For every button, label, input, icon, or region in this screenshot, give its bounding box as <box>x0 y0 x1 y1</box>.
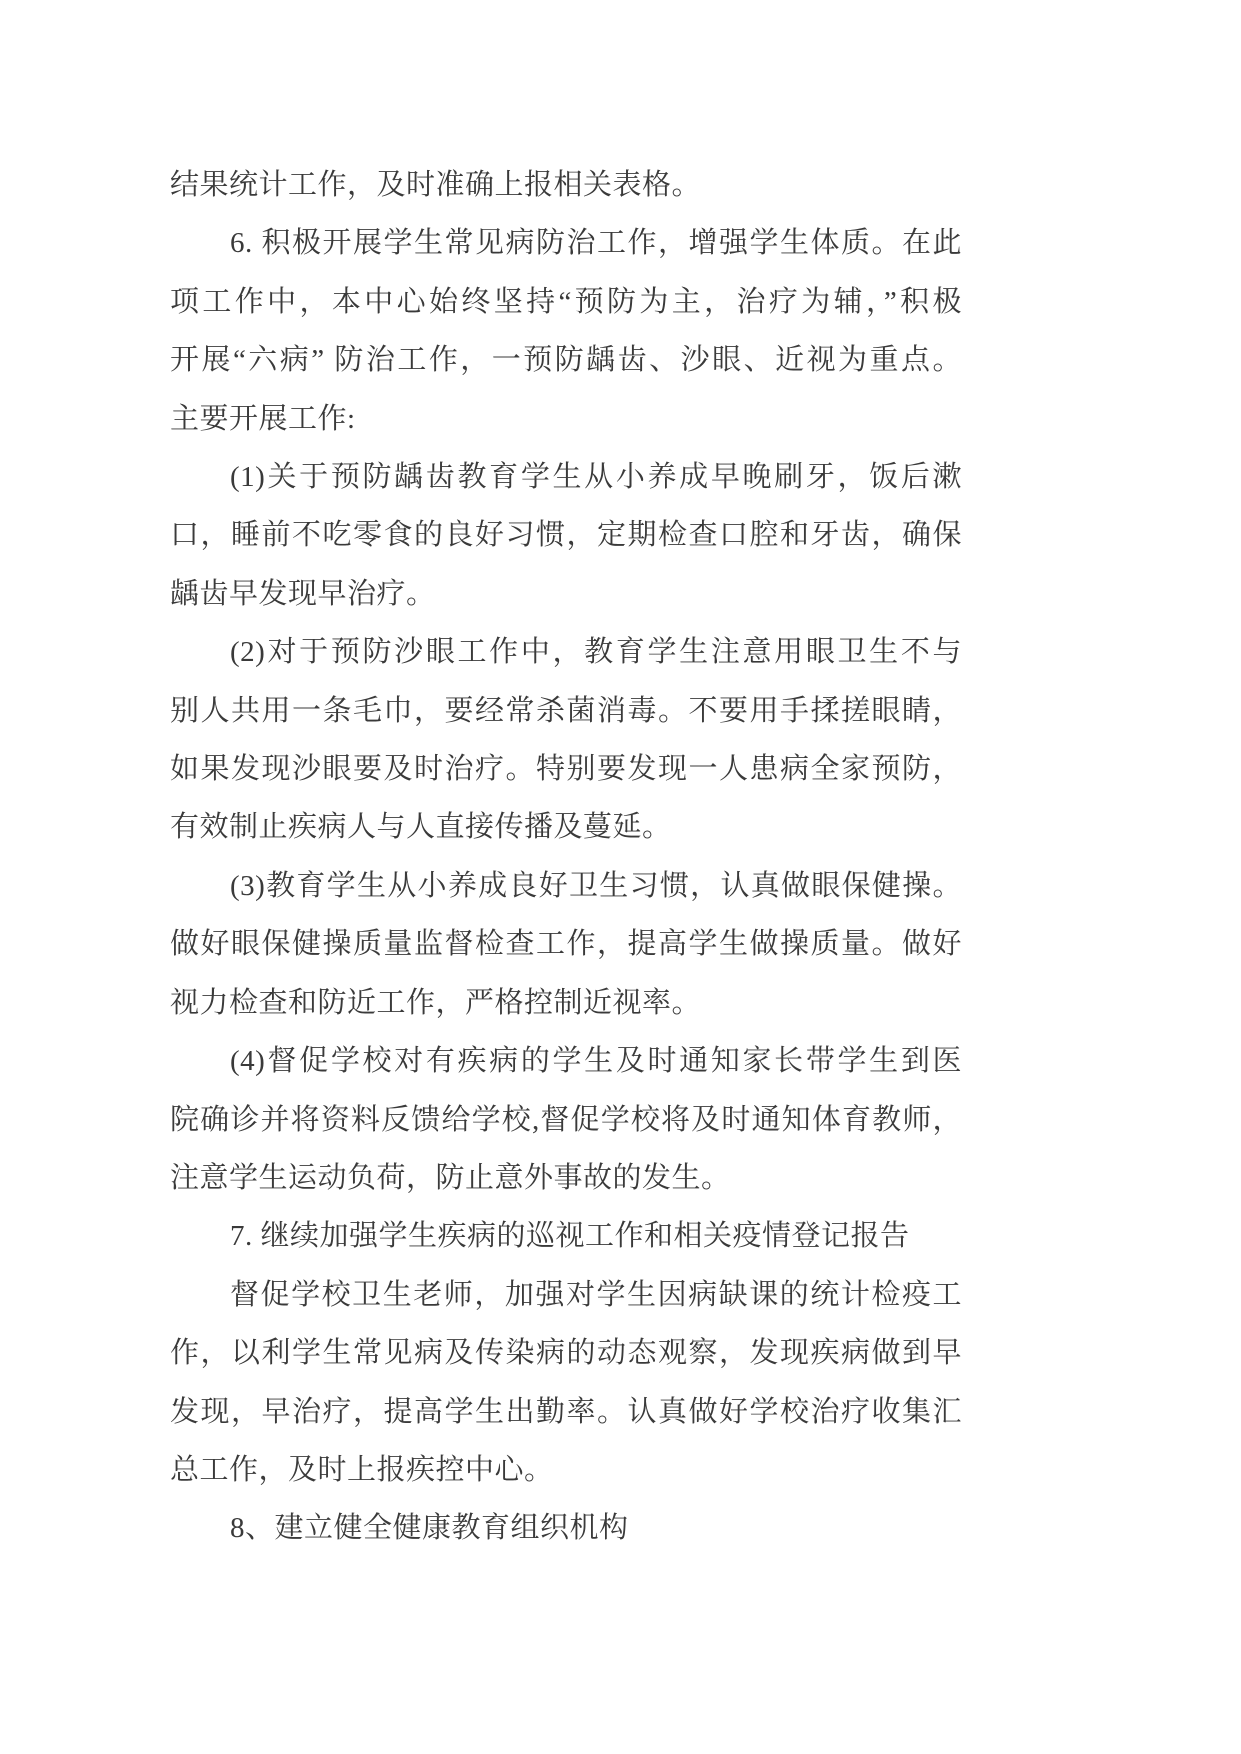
text-line: 有效制止疾病人与人直接传播及蔓延。 <box>170 811 672 844</box>
text-line: (1)关于预防龋齿教育学生从小养成早晚刷牙，饭后漱 <box>230 461 962 494</box>
text-line: (2)对于预防沙眼工作中，教育学生注意用眼卫生不与 <box>230 636 962 669</box>
text-line: 别人共用一条毛巾，要经常杀菌消毒。不要用手揉搓眼睛， <box>170 694 962 727</box>
text-line: 项工作中，本中心始终坚持“预防为主，治疗为辅，”积极 <box>170 285 962 318</box>
text-line: 如果发现沙眼要及时治疗。特别要发现一人患病全家预防， <box>170 753 962 786</box>
text-line: 结果统计工作，及时准确上报相关表格。 <box>170 169 702 201</box>
text-line: 注意学生运动负荷，防止意外事故的发生。 <box>170 1161 731 1194</box>
text-line: 作，以利学生常见病及传染病的动态观察，发现疾病做到早 <box>170 1337 962 1370</box>
text-line: 6. 积极开展学生常见病防治工作，增强学生体质。在此 <box>230 227 962 260</box>
text-line: 开展“六病” 防治工作，一预防龋齿、沙眼、近视为重点。 <box>170 344 962 377</box>
text-block <box>170 156 962 1558</box>
text-line: 视力检查和防近工作，严格控制近视率。 <box>170 986 702 1019</box>
text-line: (4)督促学校对有疾病的学生及时通知家长带学生到医 <box>230 1045 962 1078</box>
text-line: 7. 继续加强学生疾病的巡视工作和相关疫情登记报告 <box>230 1220 910 1253</box>
text-line: 8、建立健全健康教育组织机构 <box>230 1512 629 1545</box>
text-line: 主要开展工作: <box>170 402 356 435</box>
text-line: 院确诊并将资料反馈给学校,督促学校将及时通知体育教师， <box>170 1103 962 1136</box>
text-line: 口，睡前不吃零食的良好习惯，定期检查口腔和牙齿，确保 <box>170 519 962 552</box>
text-line: 做好眼保健操质量监督检查工作，提高学生做操质量。做好 <box>170 928 962 961</box>
text-line: 督促学校卫生老师，加强对学生因病缺课的统计检疫工 <box>230 1278 962 1311</box>
text-line: 龋齿早发现早治疗。 <box>170 577 436 610</box>
text-line: (3)教育学生从小养成良好卫生习惯，认真做眼保健操。 <box>230 869 962 902</box>
text-line: 发现，早治疗，提高学生出勤率。认真做好学校治疗收集汇 <box>170 1395 962 1428</box>
text-line: 总工作，及时上报疾控中心。 <box>170 1453 554 1486</box>
